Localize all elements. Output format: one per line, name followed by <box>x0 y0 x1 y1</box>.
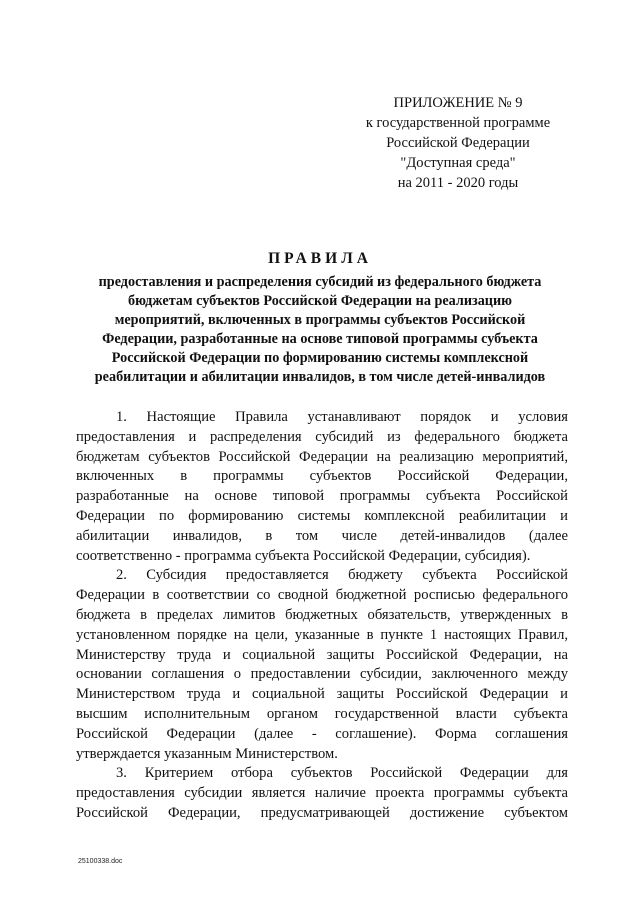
subtitle-line: бюджетам субъектов Российской Федерации на реализацию <box>128 293 512 309</box>
text-line: Министерству труда и социальной защиты Российской Федерации, на <box>76 646 568 663</box>
paragraph-2 <box>76 566 568 764</box>
text-line: предоставления и распределения субсидий из федерального бюджета <box>76 428 568 445</box>
paragraph-3 <box>76 764 568 823</box>
subtitle-line: мероприятий, включенных в программы субъектов Российской <box>114 312 526 328</box>
text-line: бюджетам субъектов Российской Федерации на реализацию мероприятий, <box>76 448 568 465</box>
text-line: 3. Критерием отбора субъектов Российской Федерации для <box>116 765 568 782</box>
text-line: соответственно - программа субъекта Российской Федерации, субсидия). <box>76 547 531 564</box>
text-line: Федерации в соответствии со сводной бюджетной росписью федерального <box>76 587 568 604</box>
text-line: Российской Федерации (далее - соглашение). Форма соглашения <box>76 725 568 742</box>
text-line: Российской Федерации, предусматривающей достижение субъектом <box>76 804 568 821</box>
text-line: Министерством труда и социальной защиты Российской Федерации и <box>76 686 568 703</box>
appendix-number: ПРИЛОЖЕНИЕ № 9 <box>393 95 523 111</box>
subtitle-line: Российской Федерации по формированию системы комплексной <box>111 350 529 366</box>
document-body <box>76 408 568 824</box>
document-filename: 25100338.doc <box>78 858 123 865</box>
subtitle-line: Федерации, разработанные на основе типовой программы субъекта <box>102 331 538 347</box>
document-subtitle <box>68 273 572 387</box>
subtitle-line: реабилитации и абилитации инвалидов, в том числе детей-инвалидов <box>94 369 546 385</box>
text-line: установленном порядке на цели, указанные в пункте 1 настоящих Правил, <box>76 626 568 643</box>
text-line: высшим исполнительным органом государственной власти субъекта <box>76 705 568 722</box>
text-line: предоставления субсидии является наличие проекта программы субъекта <box>76 785 568 802</box>
text-line: 2. Субсидия предоставляется бюджету субъекта Российской <box>116 567 568 584</box>
appendix-header <box>318 93 598 193</box>
appendix-line: на 2011 - 2020 годы <box>397 175 519 191</box>
text-line: Федерации по формированию системы комплексной реабилитации и <box>76 507 568 524</box>
text-line: абилитации инвалидов, в том числе детей-инвалидов (далее <box>76 527 568 544</box>
text-line: утверждается указанным Министерством. <box>76 745 338 762</box>
subtitle-line: предоставления и распределения субсидий из федерального бюджета <box>98 274 542 290</box>
text-line: разработанные на основе типовой программы субъекта Российской <box>76 488 568 505</box>
paragraph-1 <box>76 408 568 566</box>
text-line: 1. Настоящие Правила устанавливают порядок и условия <box>116 409 568 425</box>
text-line: бюджета в пределах лимитов бюджетных обязательств, утвержденных в <box>76 606 568 623</box>
text-line: основании соглашения о предоставлении субсидии, заключенного между <box>76 666 568 683</box>
appendix-line: Российской Федерации <box>386 135 530 151</box>
text-line: включенных в программы субъектов Российской Федерации, <box>76 468 568 485</box>
appendix-line: "Доступная среда" <box>400 155 516 171</box>
appendix-line: к государственной программе <box>365 115 551 131</box>
document-title: ПРАВИЛА <box>268 250 372 267</box>
